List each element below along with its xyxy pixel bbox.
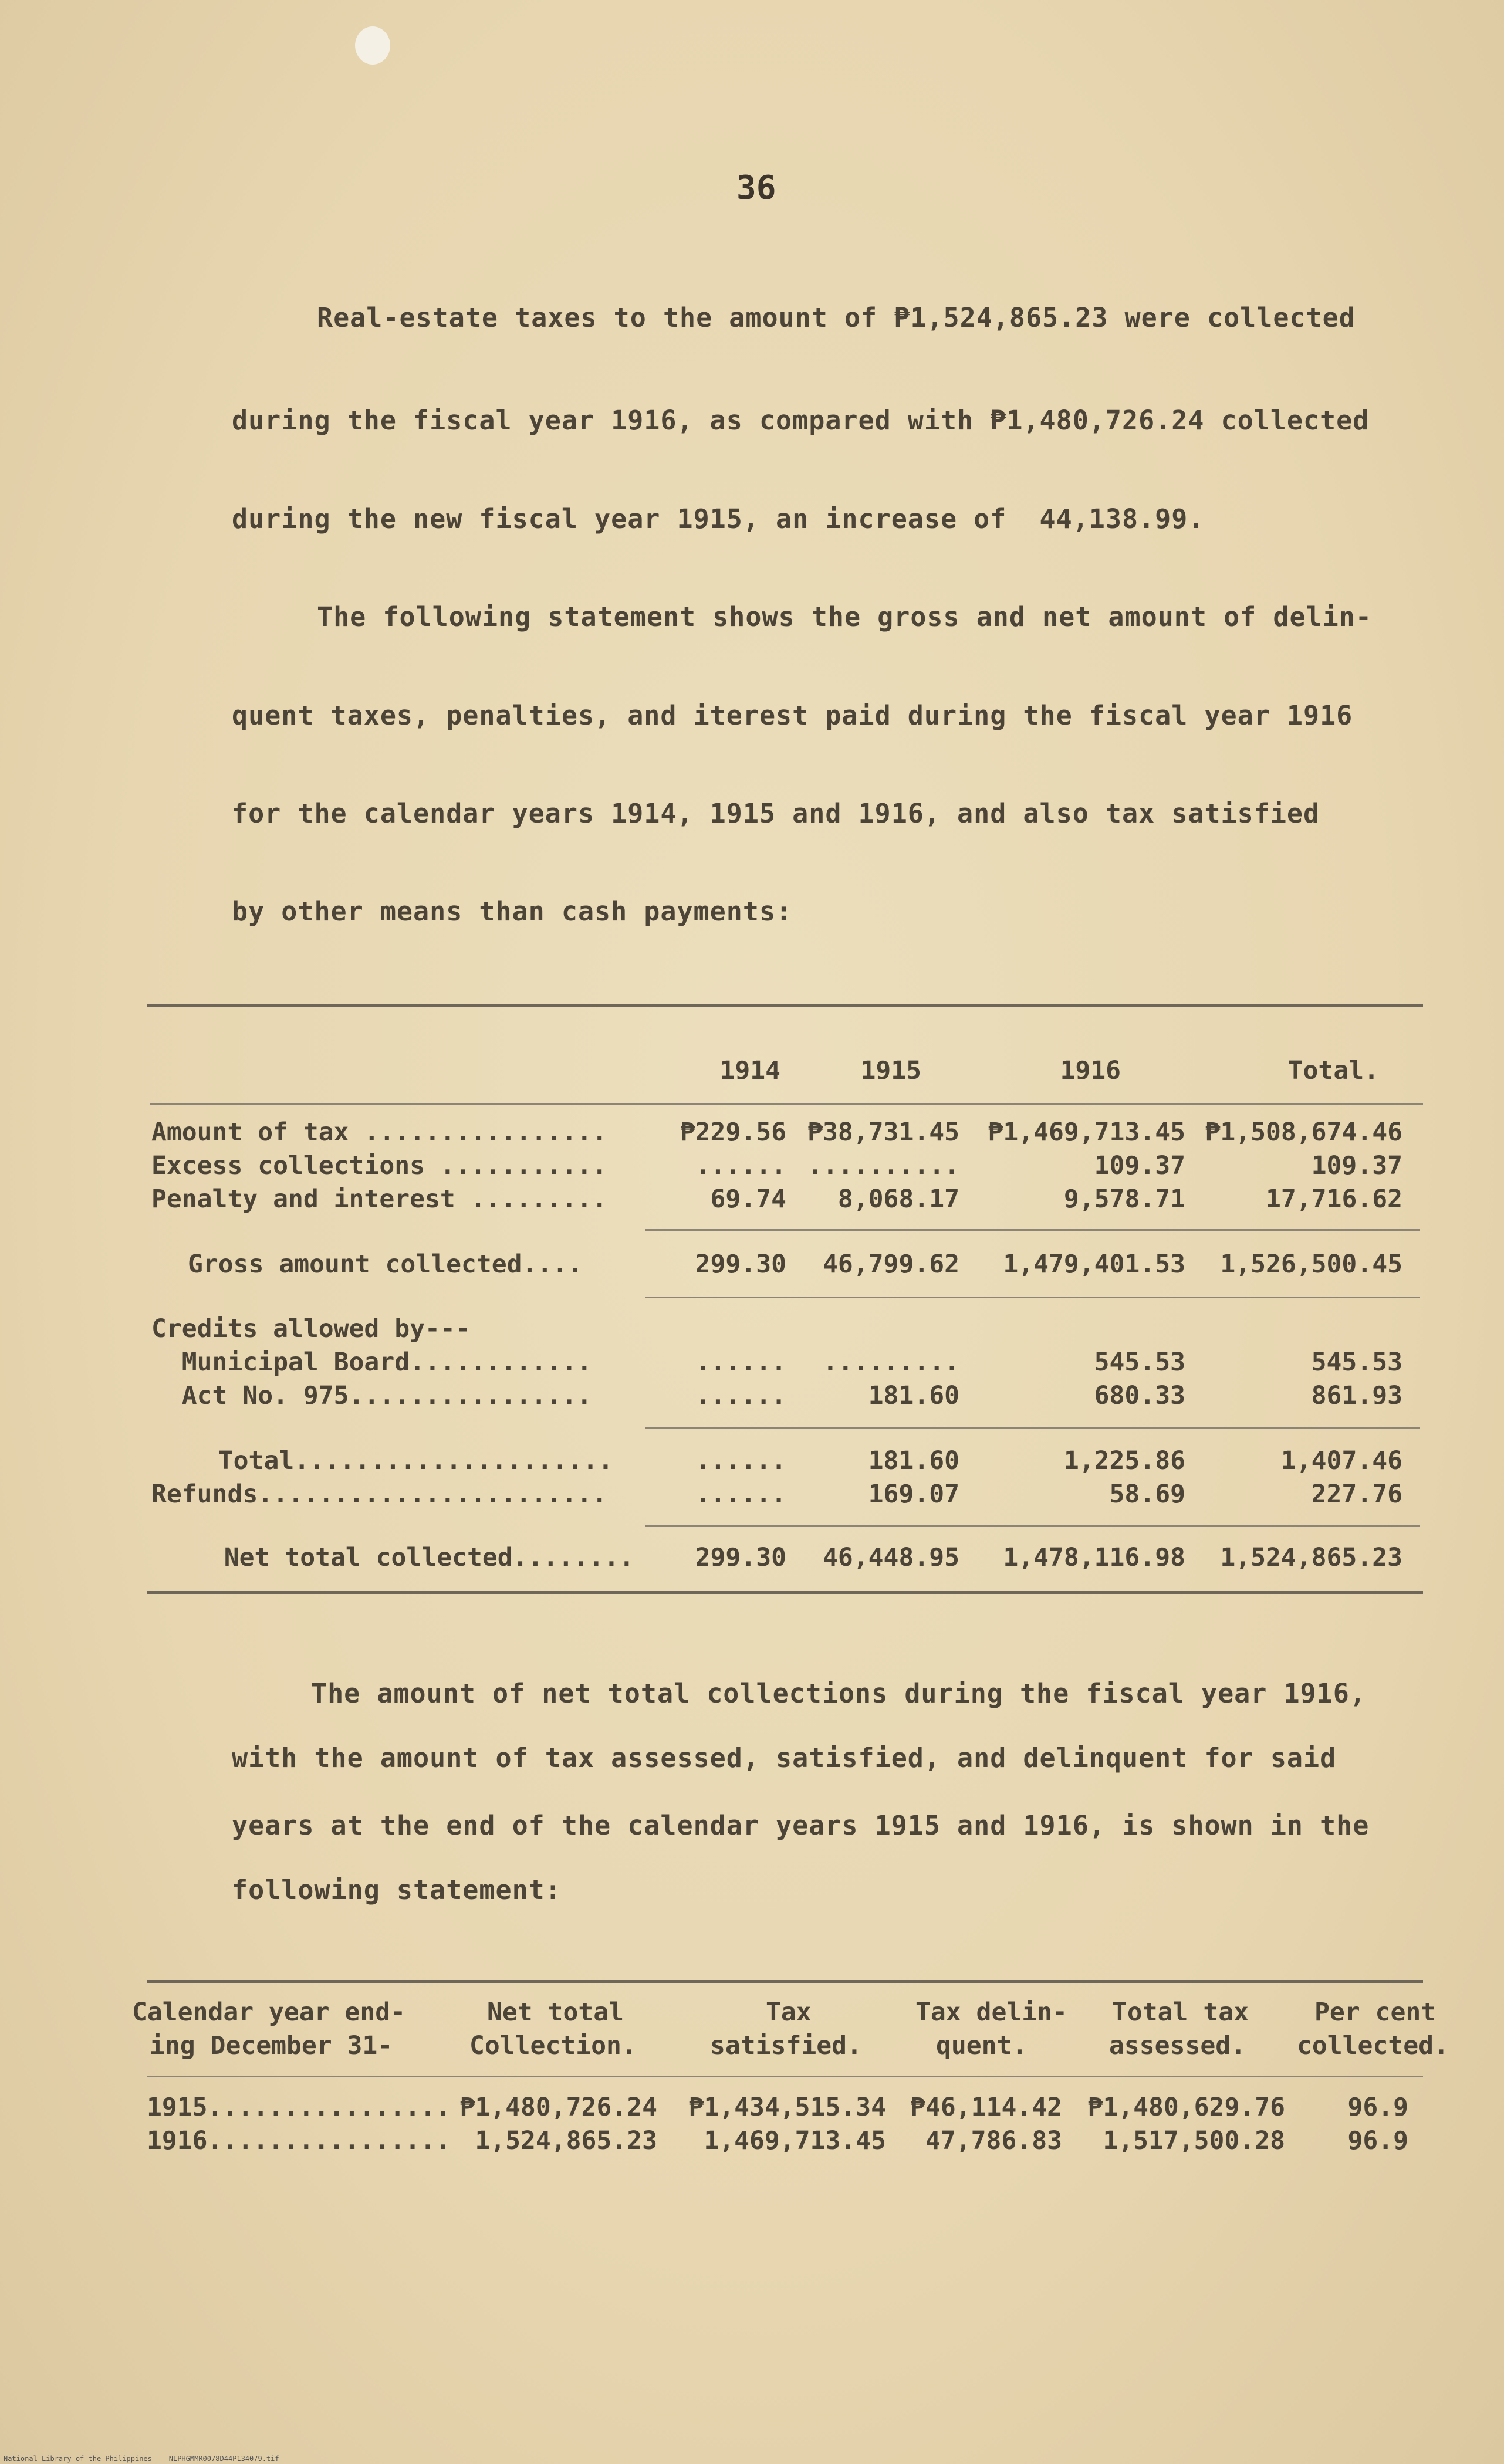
table1-cell: 46,448.95 — [823, 1543, 959, 1572]
table1-cell: ...... — [695, 1348, 786, 1377]
table1-top-rule — [147, 1004, 1423, 1007]
table1-cell: 169.07 — [868, 1480, 959, 1509]
table2-header-calendar-2: ing December 31- — [150, 2031, 393, 2060]
table1-cell: 1,407.46 — [1280, 1446, 1402, 1475]
table1-row-label: Net total collected........ — [194, 1543, 634, 1572]
table2-header-calendar: Calendar year end- — [132, 1998, 405, 2027]
table2-cell: 1,469,713.45 — [704, 2126, 886, 2155]
table1-cell: 299.30 — [695, 1543, 786, 1572]
table1-cell: 299.30 — [695, 1250, 786, 1279]
table2-header-delinquent-2: quent. — [936, 2031, 1028, 2060]
text-line: The amount of net total collections during the fiscal year 1916, — [311, 1678, 1366, 1709]
table2-header-net-2: Collection. — [469, 2031, 637, 2060]
table1-cell: ......... — [823, 1348, 959, 1377]
table2-header-assessed: Total tax — [1112, 1998, 1249, 2027]
table2-header-delinquent: Tax delin- — [915, 1998, 1067, 2027]
text-line: The following statement shows the gross and net amount of delin- — [317, 601, 1372, 632]
table2-header-percent: Per cent — [1314, 1998, 1437, 2027]
table1-header-rule — [150, 1103, 1423, 1105]
table1-row-label: Municipal Board............ — [151, 1348, 592, 1377]
table1-cell: 8,068.17 — [837, 1184, 959, 1214]
footer-caption: National Library of the Philippines NLPHGMMR0078D44P134079.tif — [4, 2455, 279, 2463]
table2-top-rule — [147, 1980, 1423, 1983]
table1-cell: 46,799.62 — [823, 1250, 959, 1279]
table2-header-assessed-2: assessed. — [1109, 2031, 1246, 2060]
table1-bottom-rule — [147, 1591, 1423, 1594]
table1-cell: ...... — [695, 1446, 786, 1475]
table1-cell: ...... — [695, 1381, 786, 1410]
table1-cell: 1,479,401.53 — [1003, 1250, 1185, 1279]
table1-rule — [645, 1525, 1420, 1527]
table1-row-label: Amount of tax ................ — [151, 1118, 607, 1147]
table2-cell: 96.9 — [1347, 2093, 1408, 2122]
page-number: 36 — [736, 169, 776, 207]
table2-cell: ₱1,480,629.76 — [1087, 2093, 1285, 2122]
table1-cell: 69.74 — [710, 1184, 786, 1214]
table1-cell: 545.53 — [1094, 1348, 1185, 1377]
table1-cell: ₱229.56 — [680, 1118, 786, 1147]
table1-cell: 1,526,500.45 — [1220, 1250, 1402, 1279]
table1-cell: 181.60 — [868, 1446, 959, 1475]
table1-row-label: Penalty and interest ......... — [151, 1184, 607, 1214]
punch-hole — [355, 26, 390, 65]
table2-row-label: 1916................ — [147, 2126, 451, 2155]
table1-rule — [645, 1297, 1420, 1298]
text-line: during the fiscal year 1916, as compared with ₱1,480,726.24 collected — [232, 405, 1370, 436]
table1-row-label: Credits allowed by--- — [151, 1314, 471, 1343]
table1-cell: 1,524,865.23 — [1220, 1543, 1402, 1572]
table1-header-1916: 1916 — [1060, 1056, 1121, 1085]
table1-cell: 109.37 — [1311, 1151, 1402, 1180]
table1-cell: 545.53 — [1311, 1348, 1402, 1377]
table1-cell: .......... — [807, 1151, 959, 1180]
table1-cell: ₱1,508,674.46 — [1205, 1118, 1402, 1147]
table1-cell: 1,225.86 — [1063, 1446, 1185, 1475]
table1-cell: ...... — [695, 1480, 786, 1509]
table2-header-tax: Tax — [766, 1998, 812, 2027]
text-line: years at the end of the calendar years 1915 and 1916, is shown in the — [232, 1810, 1370, 1841]
table2-row-label: 1915................ — [147, 2093, 451, 2122]
table1-rule — [645, 1427, 1420, 1429]
table1-cell: 680.33 — [1094, 1381, 1185, 1410]
table1-cell: ...... — [695, 1151, 786, 1180]
table2-cell: 1,517,500.28 — [1103, 2126, 1285, 2155]
table2-cell: 1,524,865.23 — [475, 2126, 657, 2155]
table1-header-1914: 1914 — [719, 1056, 780, 1085]
text-line: with the amount of tax assessed, satisfied, and delinquent for said — [232, 1742, 1337, 1773]
table2-cell: ₱1,480,726.24 — [459, 2093, 657, 2122]
table1-row-label: Excess collections ........... — [151, 1151, 607, 1180]
text-line: Real-estate taxes to the amount of ₱1,524,865.23 were collected — [317, 302, 1356, 333]
table1-cell: 109.37 — [1094, 1151, 1185, 1180]
text-line: following statement: — [232, 1874, 562, 1905]
table1-cell: 58.69 — [1109, 1480, 1185, 1509]
table1-rule — [645, 1229, 1420, 1231]
table1-header-total: Total. — [1287, 1056, 1379, 1085]
table2-header-tax-2: satisfied. — [710, 2031, 862, 2060]
table2-header-net: Net total — [487, 1998, 624, 2027]
table2-cell: 96.9 — [1347, 2126, 1408, 2155]
table1-row-label: Gross amount collected.... — [188, 1250, 583, 1279]
table1-header-1915: 1915 — [860, 1056, 921, 1085]
text-line: quent taxes, penalties, and iterest paid during the fiscal year 1916 — [232, 700, 1353, 731]
table1-cell: 9,578.71 — [1063, 1184, 1185, 1214]
text-line: by other means than cash payments: — [232, 896, 793, 927]
table1-cell: 861.93 — [1311, 1381, 1402, 1410]
table1-row-label: Total..................... — [188, 1446, 613, 1475]
table1-cell: 181.60 — [868, 1381, 959, 1410]
table1-cell: ₱38,731.45 — [807, 1118, 959, 1147]
table2-cell: ₱46,114.42 — [910, 2093, 1062, 2122]
table1-row-label: Refunds....................... — [151, 1480, 607, 1509]
table2-cell: 47,786.83 — [925, 2126, 1062, 2155]
text-line: for the calendar years 1914, 1915 and 1916, and also tax satisfied — [232, 798, 1320, 829]
table1-cell: 17,716.62 — [1266, 1184, 1402, 1214]
table2-header-percent-2: collected. — [1297, 2031, 1449, 2060]
table2-cell: ₱1,434,515.34 — [688, 2093, 886, 2122]
table1-cell: ₱1,469,713.45 — [988, 1118, 1185, 1147]
table2-header-rule — [147, 2076, 1423, 2077]
text-line: during the new fiscal year 1915, an increase of 44,138.99. — [232, 503, 1205, 534]
table1-row-label: Act No. 975................ — [151, 1381, 592, 1410]
table1-cell: 1,478,116.98 — [1003, 1543, 1185, 1572]
table1-cell: 227.76 — [1311, 1480, 1402, 1509]
